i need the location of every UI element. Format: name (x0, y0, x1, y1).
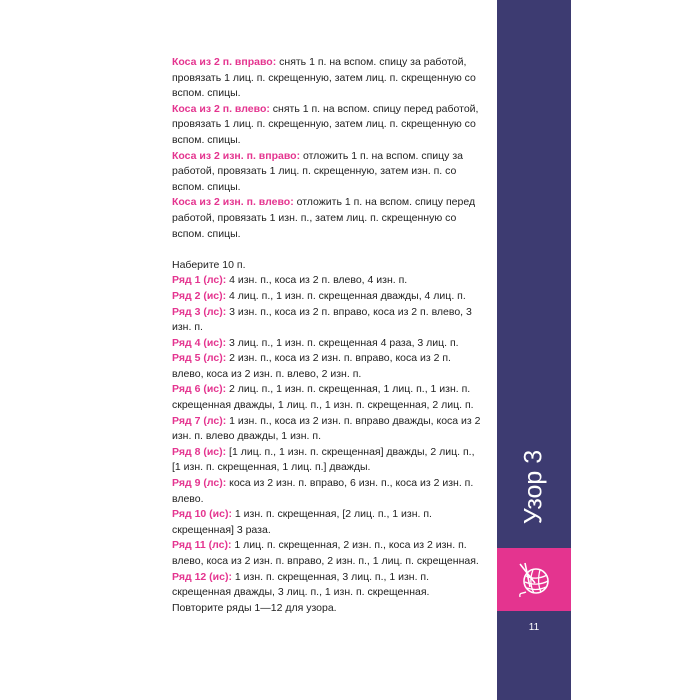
row-text: 3 изн. п., коса из 2 п. вправо, коса из 2 п. влево, 3 изн. п. (172, 305, 472, 334)
row-instruction (172, 507, 482, 538)
definition-term: Коса из 2 изн. п. вправо: (172, 149, 301, 162)
definition-text: отложить 1 п. на вспом. спицу за работой, провязать 1 лиц. п. скрещенную, затем изн. п. со вспом. спицы. (172, 149, 463, 193)
row-text: [1 лиц. п., 1 изн. п. скрещенная] дважды, 2 лиц. п., [1 изн. п. скрещенная, 1 лиц. п.] дважды. (172, 445, 475, 474)
section-title: Узор 3 (519, 449, 548, 525)
row-label: Ряд 10 (ис): (172, 508, 232, 521)
paragraph-spacer (172, 242, 482, 258)
row-label: Ряд 3 (лс): (172, 305, 227, 318)
definition-item (172, 55, 482, 102)
yarn-ball-icon (516, 561, 552, 599)
chapter-sidebar (497, 0, 571, 700)
row-instruction (172, 336, 482, 352)
row-label: Ряд 11 (лс): (172, 539, 232, 552)
row-instruction (172, 445, 482, 476)
row-label: Ряд 1 (лс): (172, 274, 227, 287)
row-label: Ряд 4 (ис): (172, 336, 227, 349)
row-label: Ряд 2 (ис): (172, 289, 227, 302)
row-label: Ряд 12 (ис): (172, 570, 232, 583)
definition-item (172, 149, 482, 196)
row-text: 2 лиц. п., 1 изн. п. скрещенная, 1 лиц. п., 1 изн. п. скрещенная дважды, 1 лиц. п., 1 изн. п. скрещенная, 2 лиц. п. (172, 383, 474, 412)
row-text: 1 изн. п. скрещенная, [2 лиц. п., 1 изн. п. скрещенная] 3 раза. (172, 508, 432, 536)
row-instruction (172, 289, 482, 305)
definition-item (172, 195, 482, 242)
row-label: Ряд 5 (лс): (172, 352, 227, 365)
definition-text: снять 1 п. на вспом. спицу за работой, провязать 1 лиц. п. скрещенную, затем лиц. п. скрещенную со вспом. спицы. (172, 56, 476, 100)
row-text: 2 изн. п., коса из 2 изн. п. вправо, коса из 2 п. влево, коса из 2 изн. п. влево, 2 изн. п. (172, 352, 451, 380)
definition-term: Коса из 2 изн. п. влево: (172, 196, 294, 209)
cast-on-instruction: Наберите 10 п. (172, 258, 246, 271)
row-text: 4 лиц. п., 1 изн. п. скрещенная дважды, 4 лиц. п. (229, 289, 466, 302)
row-instruction (172, 382, 482, 413)
page-number: 11 (528, 622, 540, 633)
row-instruction (172, 273, 482, 289)
row-text: 4 изн. п., коса из 2 п. влево, 4 изн. п. (229, 274, 408, 287)
row-label: Ряд 7 (лс): (172, 414, 227, 427)
definition-text: отложить 1 п. на вспом. спицу перед работой, провязать 1 изн. п., затем лиц. п. скрещенную со вспом. спицы. (172, 196, 476, 240)
row-text: 1 изн. п., коса из 2 изн. п. вправо дважды, коса из 2 изн. п. влево дважды, 1 изн. п. (172, 414, 481, 443)
row-instruction (172, 351, 482, 382)
row-text: 1 изн. п. скрещенная, 3 лиц. п., 1 изн. п. скрещенная дважды, 3 лиц. п., 1 изн. п. скрещенная. (172, 570, 430, 599)
row-label: Ряд 6 (ис): (172, 383, 227, 396)
pattern-text-column (172, 55, 482, 616)
row-instruction (172, 476, 482, 507)
definition-text: снять 1 п. на вспом. спицу перед работой, провязать 1 лиц. п. скрещенную, затем лиц. п. скрещенную со вспом. спицы. (172, 102, 479, 146)
definition-term: Коса из 2 п. вправо: (172, 56, 277, 68)
definition-item (172, 102, 482, 149)
definition-term: Коса из 2 п. влево: (172, 102, 270, 115)
row-instruction (172, 414, 482, 445)
row-instruction (172, 570, 482, 601)
row-label: Ряд 8 (ис): (172, 445, 227, 458)
row-text: 1 лиц. п. скрещенная, 2 изн. п., коса из 2 изн. п. влево, коса из 2 изн. п. вправо, 2 изн. п., 1 лиц. п. скрещенная. (172, 539, 479, 567)
repeat-instruction: Повторите ряды 1—12 для узора. (172, 601, 337, 614)
row-text: коса из 2 изн. п. вправо, 6 изн. п., коса из 2 изн. п. влево. (172, 477, 474, 505)
row-label: Ряд 9 (лс): (172, 477, 227, 490)
row-text: 3 лиц. п., 1 изн. п. скрещенная 4 раза, 3 лиц. п. (229, 336, 459, 349)
row-instruction (172, 305, 482, 336)
row-instruction (172, 538, 482, 569)
